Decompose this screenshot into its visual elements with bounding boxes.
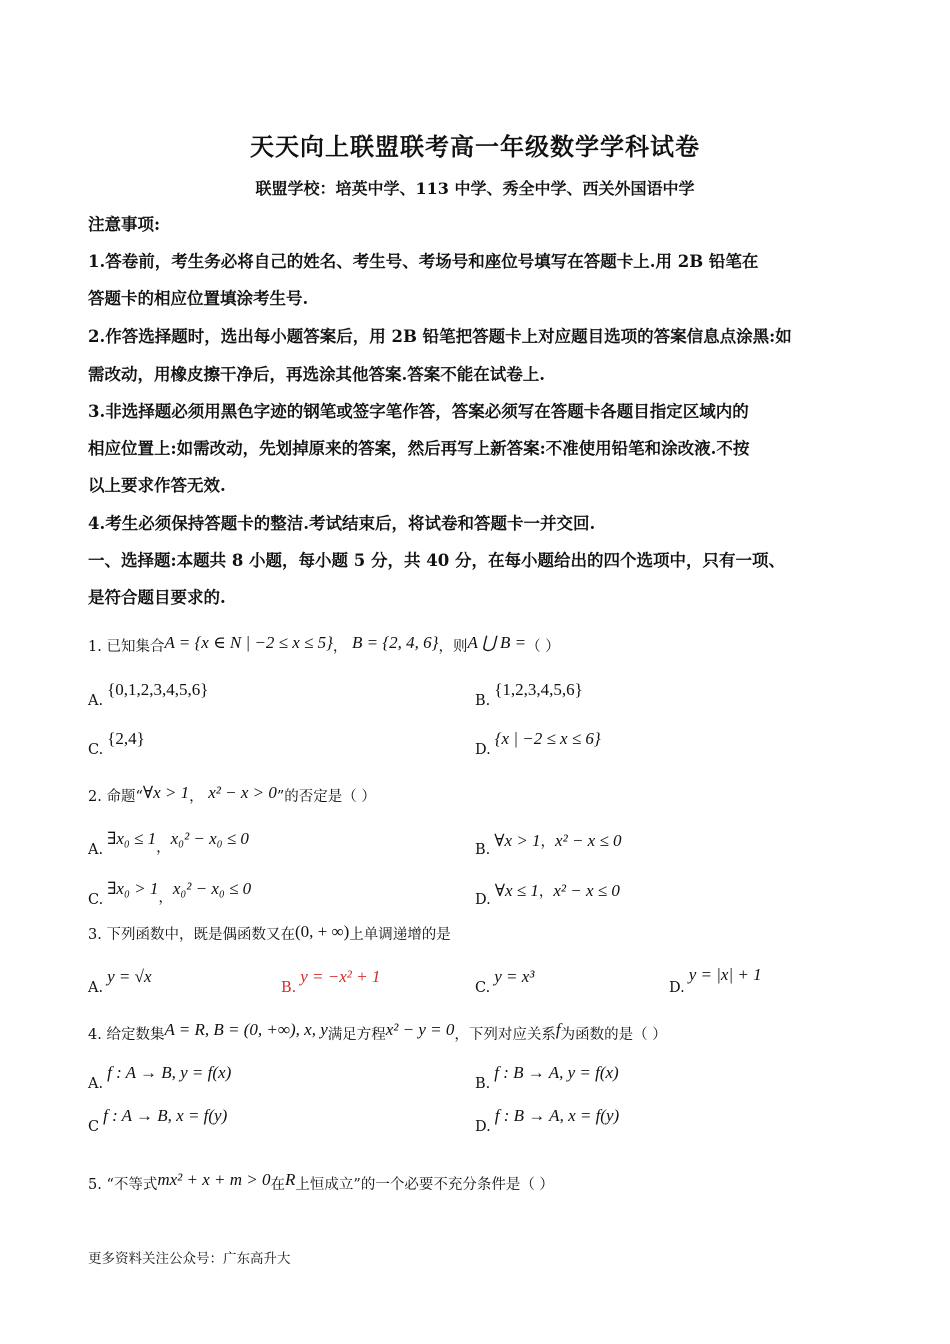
q2-b-label: B.	[475, 842, 491, 858]
q1-d-label: D.	[475, 742, 491, 758]
q5-suffix: 上恒成立”的一个必要不充分条件是（ ）	[295, 1177, 554, 1193]
q1-c-label: C.	[88, 742, 104, 758]
q3-d-text: y = |x| + 1	[688, 965, 762, 984]
q3-option-c	[475, 967, 534, 998]
q1-option-c	[88, 729, 145, 760]
q4-option-d	[475, 1106, 619, 1137]
q1-option-a	[88, 680, 208, 711]
footer-note: 更多资料关注公众号：广东高升大	[88, 1251, 291, 1267]
q2-c-part1: ∃x₀ > 1	[107, 879, 159, 898]
q2-option-c	[88, 879, 251, 910]
q2-a-part1: ∃x₀ ≤ 1	[107, 829, 157, 848]
q1-a-text: {0,1,2,3,4,5,6}	[107, 680, 209, 699]
q4-d-label: D.	[475, 1119, 491, 1135]
q1-d-text: {x | −2 ≤ x ≤ 6}	[494, 729, 601, 748]
q2-a-part2: x₀² − x₀ ≤ 0	[170, 829, 249, 848]
note-3-line-1: 3.非选择题必须用黑色字迹的钢笔或签字笔作答，答案必须写在答题卡各题目指定区域内的	[88, 402, 749, 421]
note-2-line-1: 2.作答选择题时，选出每小题答案后，用 2B 铅笔把答题卡上对应题目选项的答案信息点涂黑:如	[88, 327, 792, 346]
exam-title: 天天向上联盟联考高一年级数学学科试卷	[250, 132, 700, 161]
note-4: 4.考生必须保持答题卡的整洁.考试结束后，将试卷和答题卡一并交回.	[88, 514, 596, 533]
q2-c-label: C.	[88, 892, 104, 908]
q4-mid: 满足方程	[327, 1027, 386, 1043]
q5-mid: 在	[270, 1177, 286, 1193]
note-1-line-1: 1.答卷前，考生务必将自己的姓名、考生号、考场号和座位号填写在答题卡上.用 2B 铅笔在	[88, 252, 759, 271]
q2-sep: ，	[189, 789, 204, 805]
q4-d-text: f : B → A, x = f(y)	[494, 1106, 620, 1125]
q3-c-text: y = x³	[494, 967, 535, 986]
q2-b-sep: ，	[540, 834, 556, 850]
q2-option-d	[475, 881, 620, 910]
q1-c-text: {2,4}	[107, 729, 145, 748]
q2-d-sep: ，	[538, 884, 554, 900]
q4-b-label: B.	[475, 1076, 491, 1092]
q4-c-label: C	[88, 1119, 100, 1135]
q1-set-b: B = {2, 4, 6}	[352, 633, 439, 652]
question-3	[88, 922, 451, 945]
q4-c-text: f : A → B, x = f(y)	[103, 1106, 228, 1125]
q4-suffix: 为函数的是（ ）	[560, 1027, 667, 1043]
q1-a-label: A.	[88, 693, 104, 709]
q4-a-label: A.	[88, 1076, 104, 1092]
q5-inequality: mx² + x + m > 0	[157, 1170, 271, 1189]
question-1	[88, 633, 560, 657]
q1-b-text: {1,2,3,4,5,6}	[494, 680, 583, 699]
q3-interval: (0, + ∞)	[294, 922, 350, 941]
q2-c-sep: ，	[158, 890, 173, 906]
q4-option-b	[475, 1063, 619, 1094]
q4-mid2: ，下列对应关系	[454, 1027, 556, 1043]
q1-option-b	[475, 680, 583, 711]
q4-b-text: f : B → A, y = f(x)	[494, 1063, 619, 1082]
q2-b-part2: x² − x ≤ 0	[555, 831, 622, 850]
q3-option-a	[88, 967, 152, 998]
q4-option-a	[88, 1063, 231, 1094]
note-2-line-2: 需改动，用橡皮擦干净后，再选涂其他答案.答案不能在试卷上.	[88, 365, 545, 384]
q2-b-part1: ∀x > 1	[494, 831, 541, 850]
q2-a-sep: ，	[156, 840, 171, 856]
q4-sets: A = R, B = (0, +∞), x, y	[164, 1020, 328, 1039]
q3-b-text: y = −x² + 1	[300, 967, 381, 986]
q2-d-label: D.	[475, 892, 491, 908]
q1-sep1: ，	[332, 639, 348, 655]
q1-option-d	[475, 729, 601, 760]
q1-prefix: 1. 已知集合	[88, 639, 165, 655]
q2-option-b	[475, 831, 622, 860]
q2-c-part2: x₀² − x₀ ≤ 0	[172, 879, 252, 898]
q4-f: f	[555, 1020, 561, 1039]
q1-set-a: A = {x ∈ N | −2 ≤ x ≤ 5}	[164, 633, 333, 652]
q4-option-c	[88, 1106, 227, 1137]
q3-b-label: B.	[281, 980, 297, 996]
q2-p2: x² − x > 0	[208, 783, 277, 802]
schools-line: 联盟学校：培英中学、113 中学、秀全中学、西关外国语中学	[255, 179, 695, 198]
q2-prefix: 2. 命题“	[88, 789, 143, 805]
q3-suffix: 上单调递增的是	[349, 927, 451, 943]
notes-heading: 注意事项:	[88, 215, 161, 234]
q3-c-label: C.	[475, 980, 491, 996]
q1-sep2: ，则	[438, 639, 468, 655]
q4-equation: x² − y = 0	[385, 1020, 455, 1039]
question-2	[88, 783, 376, 807]
q2-a-label: A.	[88, 842, 104, 858]
q3-option-d	[669, 965, 762, 998]
q5-prefix: 5. “不等式	[88, 1177, 158, 1193]
q3-a-label: A.	[88, 980, 104, 996]
note-3-line-3: 以上要求作答无效.	[88, 476, 226, 495]
q1-expr: A ⋃ B =	[467, 633, 527, 652]
question-5	[88, 1170, 554, 1195]
q2-option-a	[88, 829, 249, 860]
q4-a-text: f : A → B, y = f(x)	[107, 1063, 232, 1082]
note-3-line-2: 相应位置上:如需改动，先划掉原来的答案，然后再写上新答案:不准使用铅笔和涂改液.不按	[88, 439, 750, 458]
question-4	[88, 1020, 667, 1045]
q3-prefix: 3. 下列函数中，既是偶函数又在	[88, 927, 295, 943]
section-heading-line-1: 一、选择题:本题共 8 小题，每小题 5 分，共 40 分，在每小题给出的四个选项中，只有一项、	[88, 551, 785, 570]
q2-d-part2: x² − x ≤ 0	[553, 881, 620, 900]
q3-d-label: D.	[669, 980, 685, 996]
q3-option-b	[281, 967, 380, 998]
q2-p1: ∀x > 1	[142, 783, 190, 802]
q2-d-part1: ∀x ≤ 1	[494, 881, 539, 900]
q2-suffix: ”的否定是（ ）	[276, 789, 376, 805]
note-1-line-2: 答题卡的相应位置填涂考生号.	[88, 289, 309, 308]
q1-paren: （ ）	[526, 639, 560, 655]
section-heading-line-2: 是符合题目要求的.	[88, 588, 226, 607]
q5-r: R	[285, 1170, 296, 1189]
q4-prefix: 4. 给定数集	[88, 1027, 165, 1043]
q3-a-text: y = √x	[107, 967, 152, 986]
q1-b-label: B.	[475, 693, 491, 709]
